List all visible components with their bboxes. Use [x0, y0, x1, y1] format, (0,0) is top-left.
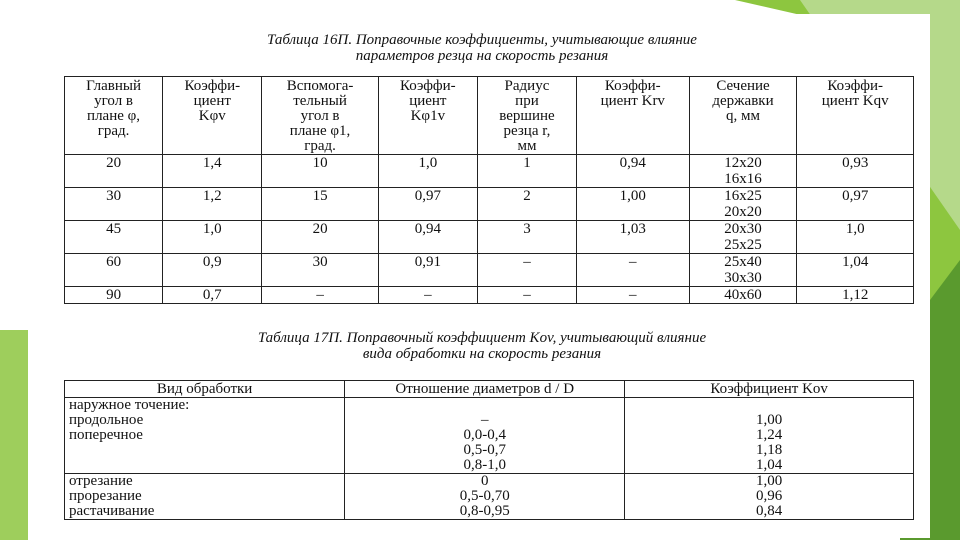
- document-page: [34, 14, 930, 538]
- table17-cell: 0 0,5-0,70 0,8-0,95: [345, 474, 625, 520]
- table16-cell: 45: [65, 221, 163, 254]
- table16-header-cell: Коэффи- циент Kφv: [163, 77, 262, 155]
- table16-cell: 20: [262, 221, 378, 254]
- table16-cell: 40x60: [689, 287, 797, 304]
- table17-cell: отрезание прорезание растачивание: [65, 474, 345, 520]
- table17-cell: 1,00 0,96 0,84: [625, 474, 914, 520]
- table17-caption: Таблица 17П. Поправочный коэффициент Kov, учитывающий влияние вида обработки на скорость резания: [257, 330, 707, 362]
- table16-cell: 90: [65, 287, 163, 304]
- table16-row: [65, 221, 914, 254]
- table16-row: [65, 155, 914, 188]
- table16-cell: 0,97: [797, 188, 914, 221]
- table16-header-cell: Вспомога- тельный угол в плане φ1, град.: [262, 77, 378, 155]
- table16-caption: Таблица 16П. Поправочные коэффициенты, учитывающие влияние параметров резца на скорость резания: [267, 32, 697, 64]
- table16-row: [65, 188, 914, 221]
- table16-header-cell: Коэффи- циент Krv: [576, 77, 689, 155]
- table16-cell: 20: [65, 155, 163, 188]
- table16-cell: –: [478, 254, 577, 287]
- table17-header-cell: Вид обработки: [65, 381, 345, 398]
- table17-header-cell: Коэффициент Kov: [625, 381, 914, 398]
- table16-row: [65, 287, 914, 304]
- table16-cell: 3: [478, 221, 577, 254]
- table16-header-cell: Сечение державки q, мм: [689, 77, 797, 155]
- table16-header-cell: Коэффи- циент Kqv: [797, 77, 914, 155]
- table17-cell: – 0,0-0,4 0,5-0,7 0,8-1,0: [345, 398, 625, 474]
- table16-cell: 30: [262, 254, 378, 287]
- table16-cell: –: [576, 287, 689, 304]
- table16-header-cell: Главный угол в плане φ, град.: [65, 77, 163, 155]
- table17-cell: 1,00 1,24 1,18 1,04: [625, 398, 914, 474]
- table16-row: [65, 254, 914, 287]
- table16-header-row: [65, 77, 914, 155]
- table16-header-cell: Радиус при вершине резца r, мм: [478, 77, 577, 155]
- table17-header-cell: Отношение диаметров d / D: [345, 381, 625, 398]
- table16-cell: 0,93: [797, 155, 914, 188]
- table17-cell: наружное точение: продольное поперечное: [65, 398, 345, 474]
- table17-row-group: [65, 398, 914, 474]
- table16-cell: 0,94: [378, 221, 477, 254]
- table16-cell: 16x25 20x20: [689, 188, 797, 221]
- table16-cell: 2: [478, 188, 577, 221]
- table17-row-group: [65, 474, 914, 520]
- table16-cell: –: [378, 287, 477, 304]
- table16-cell: 60: [65, 254, 163, 287]
- table16-cell: 1,00: [576, 188, 689, 221]
- table16-cell: 1,0: [378, 155, 477, 188]
- table16-cell: 1,0: [163, 221, 262, 254]
- table16-cell: 25x40 30x30: [689, 254, 797, 287]
- table16-cell: –: [576, 254, 689, 287]
- table16-cell: –: [262, 287, 378, 304]
- table17-header-row: [65, 381, 914, 398]
- table16-cell: 0,94: [576, 155, 689, 188]
- table16-cell: 20x30 25x25: [689, 221, 797, 254]
- table16: [64, 76, 914, 304]
- table16-cell: 1,2: [163, 188, 262, 221]
- table16-cell: 15: [262, 188, 378, 221]
- table16-header-cell: Коэффи- циент Kφ1v: [378, 77, 477, 155]
- table16-cell: 0,9: [163, 254, 262, 287]
- table16-cell: 0,7: [163, 287, 262, 304]
- table17: [64, 380, 914, 520]
- table16-cell: 1,03: [576, 221, 689, 254]
- table16-cell: 30: [65, 188, 163, 221]
- table16-cell: 0,91: [378, 254, 477, 287]
- table16-cell: 10: [262, 155, 378, 188]
- table16-cell: –: [478, 287, 577, 304]
- table16-cell: 1,12: [797, 287, 914, 304]
- table16-cell: 1,4: [163, 155, 262, 188]
- table16-cell: 1,0: [797, 221, 914, 254]
- table16-cell: 1: [478, 155, 577, 188]
- table16-cell: 1,04: [797, 254, 914, 287]
- table16-cell: 12x20 16x16: [689, 155, 797, 188]
- table16-cell: 0,97: [378, 188, 477, 221]
